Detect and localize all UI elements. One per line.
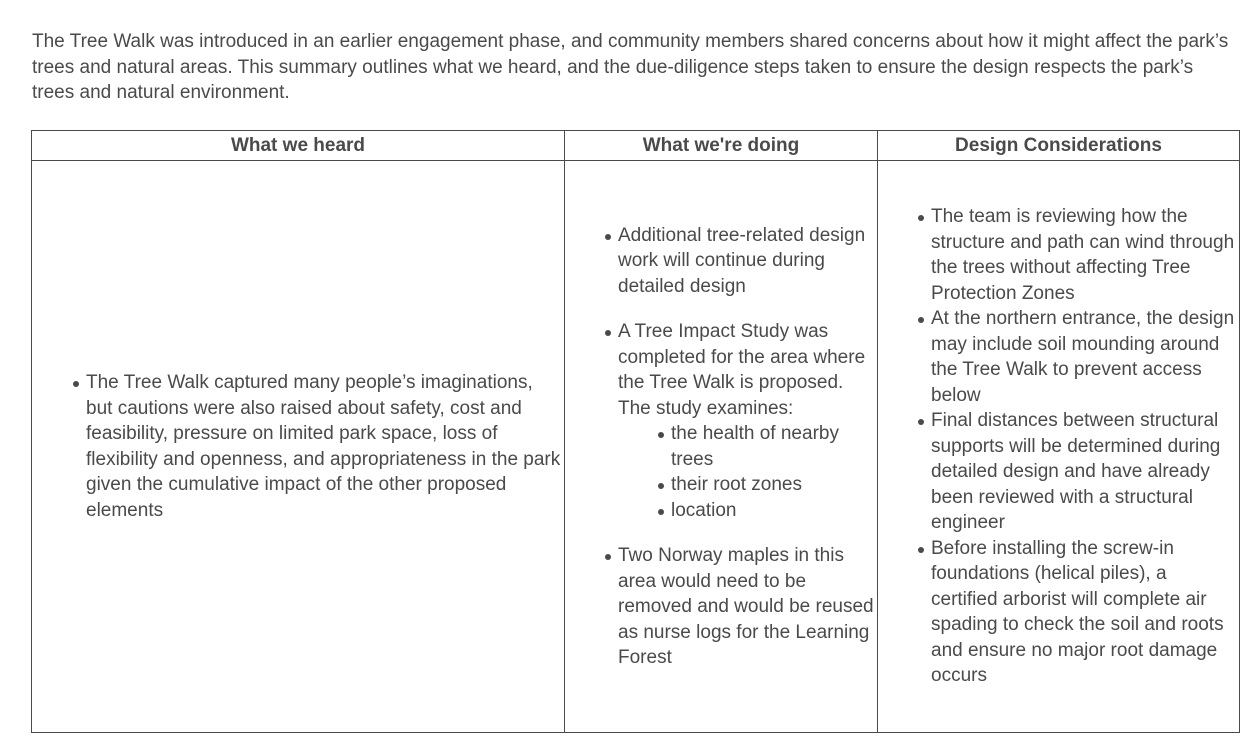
list-item: Final distances between structural supports will be determined during detailed design and have already been reviewed with a structural engineer: [931, 408, 1235, 536]
list-item: At the northern entrance, the design may include soil mounding around the Tree Walk to prevent access below: [931, 306, 1235, 408]
considerations-list: [931, 204, 1235, 689]
cell-design-considerations: [878, 161, 1240, 733]
summary-table: [31, 130, 1240, 733]
table-row: [32, 161, 1240, 733]
list-item: The team is reviewing how the structure and path can wind through the trees without affecting Tree Protection Zones: [931, 204, 1235, 306]
list-item: the health of nearby trees: [671, 421, 877, 472]
header-what-were-doing: What we're doing: [565, 131, 878, 161]
list-item: Two Norway maples in this area would need to be removed and would be reused as nurse logs for the Learning Forest: [618, 543, 877, 671]
study-items-list: [671, 421, 877, 523]
header-design-considerations: Design Considerations: [878, 131, 1240, 161]
table-header-row: [32, 131, 1240, 161]
heard-list: [86, 370, 562, 523]
list-item: Before installing the screw-in foundations (helical piles), a certified arborist will complete air spading to check the soil and roots and ensure no major root damage occurs: [931, 536, 1235, 689]
tree-impact-study-text: A Tree Impact Study was completed for the area where the Tree Walk is proposed. The study examines:: [618, 321, 866, 419]
list-item: location: [671, 498, 877, 524]
list-item: their root zones: [671, 472, 877, 498]
list-item: [618, 319, 877, 523]
doing-list: [618, 223, 877, 671]
list-item: The Tree Walk captured many people’s imaginations, but cautions were also raised about safety, cost and feasibility, pressure on limited park space, loss of flexibility and openness, and appropriateness in the park given the cumulative impact of the other proposed elements: [86, 370, 562, 523]
cell-what-we-heard: [32, 161, 565, 733]
intro-paragraph: The Tree Walk was introduced in an earlier engagement phase, and community members shared concerns about how it might affect the park’s trees and natural areas. This summary outlines what we heard, and the due-diligence steps taken to ensure the design respects the park’s trees and natural environment.: [32, 31, 1229, 103]
header-what-we-heard: What we heard: [32, 131, 565, 161]
cell-what-were-doing: [565, 161, 878, 733]
list-item: Additional tree-related design work will continue during detailed design: [618, 223, 877, 300]
